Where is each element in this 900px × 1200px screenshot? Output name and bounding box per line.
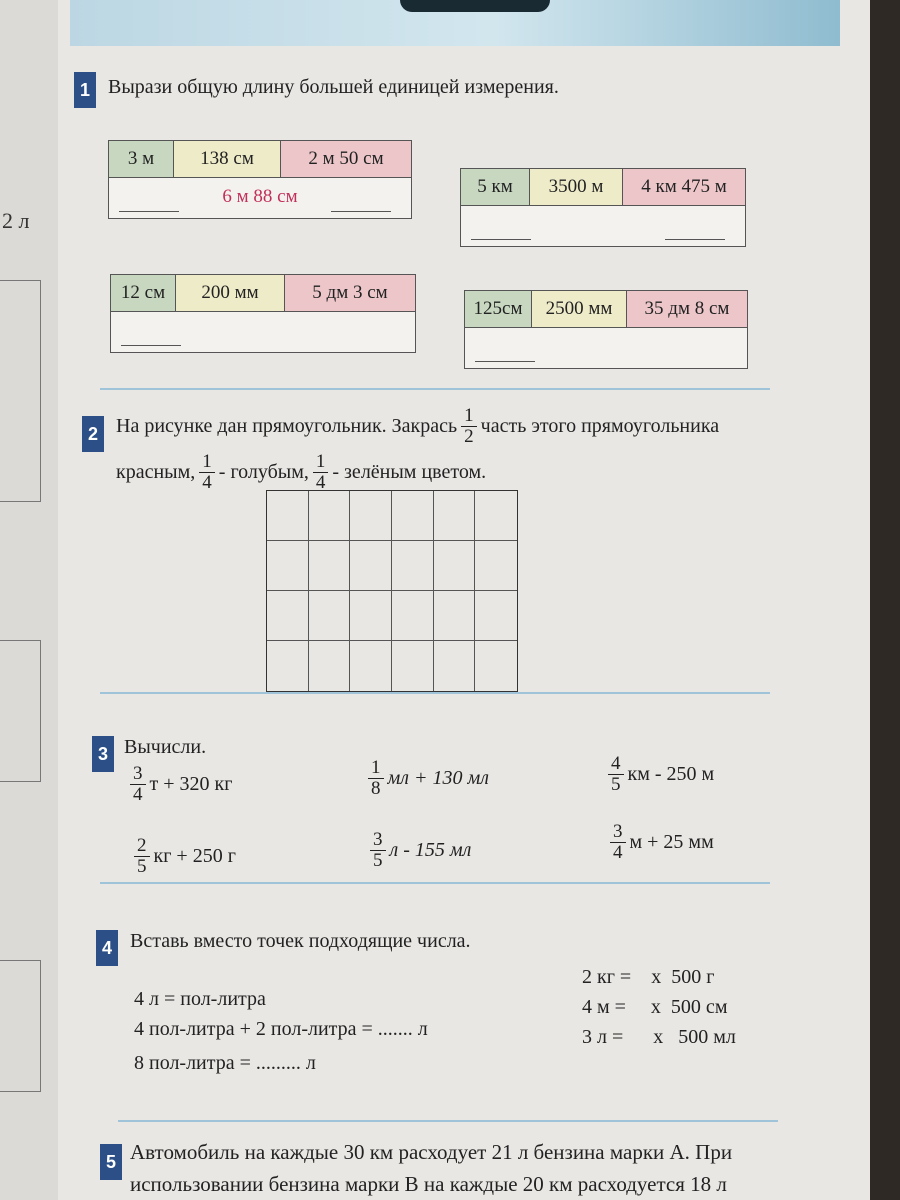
fraction-numerator: 3 (130, 764, 146, 785)
answer-line (121, 345, 181, 346)
task2-text: На рисунке дан прямоугольник. Закрась (116, 414, 458, 437)
task4-title: Вставь вместо точек подходящие числа. (130, 930, 471, 952)
fill-in-line: 8 пол-литра = ......... л (134, 1052, 316, 1074)
calc-expression (604, 754, 714, 795)
calc-expression (364, 758, 489, 799)
task2-text: красным, (116, 460, 196, 483)
task5-text-line1: Автомобиль на каждые 30 км расходует 21 л бензина марки А. При (130, 1140, 733, 1164)
length-box (108, 140, 412, 219)
fraction-denominator: 4 (315, 471, 326, 493)
fraction-numerator: 1 (313, 452, 329, 473)
fraction-numerator: 2 (134, 836, 150, 857)
fill-in-line: 4 м = х 500 см (582, 996, 728, 1018)
fraction-numerator: 3 (610, 822, 626, 843)
length-cell: 5 дм 3 см (285, 275, 415, 311)
task2-text: - зелёным цветом. (332, 460, 487, 483)
fill-in-line: 2 кг = х 500 г (582, 966, 715, 988)
length-cell: 5 км (461, 169, 530, 205)
length-cell: 138 см (174, 141, 281, 177)
length-box (464, 290, 748, 369)
fraction-denominator: 2 (464, 425, 474, 447)
expression-text: л - 155 мл (389, 838, 472, 861)
left-page-box (0, 640, 41, 782)
fraction-numerator: 1 (368, 758, 384, 779)
answer-area (111, 312, 415, 352)
answer-handwritten: 6 м 88 см (222, 186, 298, 207)
length-cell: 200 мм (176, 275, 285, 311)
answer-line (471, 239, 531, 240)
fraction-denominator: 5 (611, 773, 621, 795)
answer-area (465, 328, 747, 368)
fraction-denominator: 5 (373, 849, 383, 871)
page-edge (870, 0, 900, 1200)
answer-line (331, 211, 391, 212)
task2-instruction-line2 (116, 452, 486, 493)
calc-expression (130, 836, 236, 877)
fraction-numerator: 4 (608, 754, 624, 775)
answer-line (119, 211, 179, 212)
fill-in-line: 4 пол-литра + 2 пол-литра = ....... л (134, 1018, 428, 1040)
answer-area (461, 206, 745, 246)
task1-number: 1 (74, 72, 96, 108)
fraction (313, 452, 329, 493)
length-box (110, 274, 416, 353)
length-cell: 2500 мм (532, 291, 627, 327)
expression-text: кг + 250 г (153, 844, 236, 867)
fraction-denominator: 8 (371, 777, 381, 799)
left-page-edge (0, 0, 60, 1200)
fraction (461, 406, 477, 447)
expression-text: км - 250 м (627, 762, 715, 785)
length-cell: 125см (465, 291, 532, 327)
task3-number: 3 (92, 736, 114, 772)
fraction-numerator: 3 (370, 830, 386, 851)
calc-expression (366, 830, 471, 871)
task1-title: Вырази общую длину большей единицей измерения. (108, 76, 559, 98)
fraction-numerator: 1 (461, 406, 477, 427)
task5-text-line2: использовании бензина марки В на каждые 20 км расходуется 18 л (130, 1172, 727, 1196)
expression-text: м + 25 мм (629, 830, 714, 853)
fill-in-line: 3 л = х 500 мл (582, 1026, 736, 1048)
answer-area (109, 178, 411, 218)
length-cell: 4 км 475 м (623, 169, 745, 205)
calc-expression (126, 764, 232, 805)
fraction-numerator: 1 (199, 452, 215, 473)
left-page-fragment: 2 л (2, 208, 30, 233)
fill-in-line: 4 л = пол-литра (134, 988, 266, 1010)
fraction-denominator: 5 (137, 855, 147, 877)
task3-title: Вычисли. (124, 736, 207, 758)
left-page-box (0, 960, 41, 1092)
task2-text: часть этого прямоугольника (480, 414, 720, 437)
coloring-rectangle-grid[interactable] (266, 490, 518, 692)
expression-text: т + 320 кг (149, 772, 233, 795)
task4-number: 4 (96, 930, 118, 966)
length-cell: 3 м (109, 141, 174, 177)
fraction-denominator: 4 (133, 783, 143, 805)
fraction-denominator: 4 (613, 841, 623, 863)
task2-number: 2 (82, 416, 104, 452)
length-box (460, 168, 746, 247)
length-cell: 3500 м (530, 169, 623, 205)
fraction-denominator: 4 (202, 471, 212, 493)
length-cell: 35 дм 8 см (627, 291, 747, 327)
answer-line (665, 239, 725, 240)
length-cell: 2 м 50 см (281, 141, 411, 177)
header-title-fragment (400, 0, 550, 12)
fraction (199, 452, 215, 493)
length-cell: 12 см (111, 275, 176, 311)
answer-line (475, 361, 535, 362)
task5-number: 5 (100, 1144, 122, 1180)
left-page-box (0, 280, 41, 502)
calc-expression (606, 822, 714, 863)
task2-text: - голубым, (218, 460, 309, 483)
expression-text: мл + 130 мл (387, 766, 489, 789)
task2-instruction-line1 (116, 406, 719, 447)
